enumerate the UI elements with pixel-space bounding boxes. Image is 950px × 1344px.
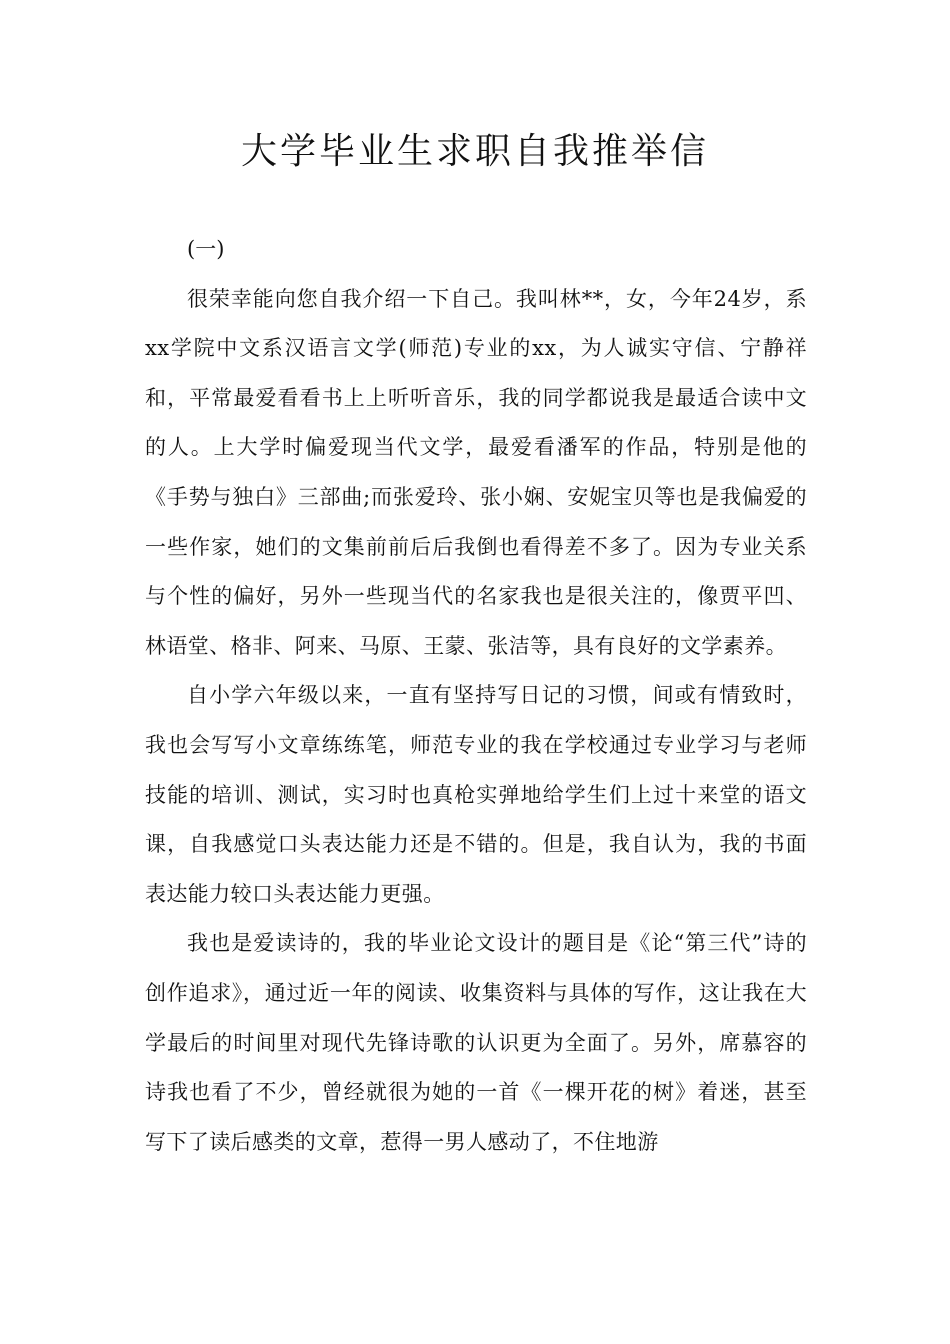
section-label: (一) — [187, 237, 225, 261]
paragraph-poetry: 我也是爱读诗的，我的毕业论文设计的题目是《论“第三代”诗的创作追求》，通过近一年的阅读、收集资料与具体的写作，这让我在大学最后的时间里对现代先锋诗歌的认识更为全面了。另外，席慕容的诗我也看了不少，曾经就很为她的一首《一棵开花的树》着迷，甚至写下了读后感类的文章，惹得一男人感动了，不住地游 — [145, 931, 807, 1154]
paragraph-writing: 自小学六年级以来，一直有坚持写日记的习惯，间或有情致时，我也会写写小文章练练笔，师范专业的我在学校通过专业学习与老师技能的培训、测试，实习时也真枪实弹地给学生们上过十来堂的语文课，自我感觉口头表达能力还是不错的。但是，我自认为，我的书面表达能力较口头表达能力更强。 — [145, 683, 807, 906]
document-title: 大学毕业生求职自我推举信 — [240, 131, 709, 172]
document-body — [145, 225, 807, 1167]
paragraph-intro: 很荣幸能向您自我介绍一下自己。我叫林**，女，今年24岁，系xx学院中文系汉语言文学(师范)专业的xx，为人诚实守信、宁静祥和，平常最爱看看书上上听听音乐，我的同学都说我是最适合读中文的人。上大学时偏爱现当代文学，最爱看潘军的作品，特别是他的《手势与独白》三部曲;而张爱玲、张小娴、安妮宝贝等也是我偏爱的一些作家，她们的文集前前后后我倒也看得差不多了。因为专业关系与个性的偏好，另外一些现当代的名家我也是很关注的，像贾平凹、林语堂、格非、阿来、马原、王蒙、张洁等，具有良好的文学素养。 — [145, 286, 807, 658]
